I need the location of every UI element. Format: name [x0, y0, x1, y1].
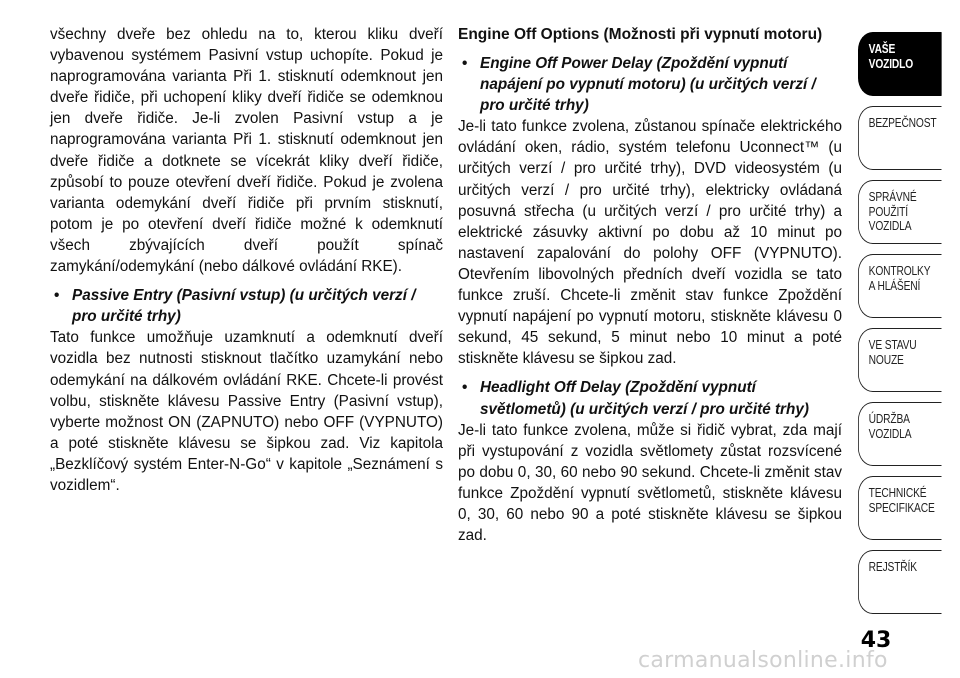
intro-paragraph: všechny dveře bez ohledu na to, kterou kliku dveří vybavenou systémem Pasivní vstup uchopíte. Pokud je naprogramována varianta Při 1. stisknutí odemknout jen dveře řidiče, při uchopení kliky dveří řidiče se odemknou jen dveře řidiče. Je-li zvolen Pasivní vstup a je naprogramována varianta Při 1. stisknutí odemknout jen dveře řidiče a dotknete se vícekrát kliky dveří řidiče, způsobí to pouze otevření dveří řidiče. Pokud je zvolena varianta odemykání dveří řidiče při prvním stisknutí, potom je po otevření dveří řidiče možné k odemknutí všech zbývajících dveří použít spínač zamykání/odemykání (nebo dálkové ovládání RKE). [50, 26, 443, 276]
watermark: carmanualsonline.info [638, 648, 888, 673]
power-delay-body: Je-li tato funkce zvolena, zůstanou spínače elektrického ovládání oken, rádio, systém telefonu Uconnect™ (u určitých verzí / pro určité trhy), DVD videosystém (u určitých verzí / pro určité trhy), elektricky ovládaná posuvná střecha (u určitých verzí / pro určité trhy) a elektrické zásuvky aktivní po dobu až 10 minut po nastavení zapalování do polohy OFF (VYPNUTO). Otevřením libovolných předních dveří vozidla se tato funkce zruší. Chcete-li změnit stav funkce Zpoždění vypnutí napájení po vypnutí motoru, stiskněte klávesu 0 sekund, 45 sekund, 5 minut nebo 10 minut a poté stiskněte klávesu se šipkou zad. [458, 118, 842, 368]
tab-technicke-specifikace[interactable] [858, 476, 942, 540]
chapter-tabs [858, 32, 960, 624]
passive-entry-body: Tato funkce umožňuje uzamknutí a odemknutí dveří vozidla bez nutnosti stisknout tlačítko uzamykání nebo odemykání na dálkovém ovládání RKE. Chcete-li provést volbu, stiskněte klávesu Passive Entry (Pasivní vstup), vyberte možnost ON (ZAPNUTO) nebo OFF (VYPNUTO) a poté stiskněte klávesu se šipkou zad. Viz kapitola „Bezklíčový systém Enter-N-Go“ v kapitole „Seznámení s vozidlem“. [50, 329, 443, 494]
tab-spravne-pouziti[interactable] [858, 180, 942, 244]
tab-kontrolky[interactable] [858, 254, 942, 318]
tab-label: KONTROLKY A HLÁŠENÍ [868, 264, 931, 293]
headlight-delay-bullet-title [458, 377, 842, 419]
passive-entry-bullet-title [50, 285, 443, 327]
tab-rejstrik[interactable] [858, 550, 942, 614]
tab-vase-vozidlo[interactable] [858, 32, 942, 96]
tab-label: ÚDRŽBA VOZIDLA [868, 412, 912, 441]
power-delay-bullet-title [458, 53, 842, 116]
right-column [458, 24, 842, 546]
tab-label: VAŠE VOZIDLO [868, 42, 914, 71]
tab-label: SPRÁVNÉ POUŽITÍ VOZIDLA [868, 190, 917, 233]
bullet-marker: • [462, 379, 468, 397]
left-column [50, 24, 443, 496]
tab-label: TECHNICKÉ SPECIFIKACE [868, 486, 935, 515]
tab-ve-stavu-nouze[interactable] [858, 328, 942, 392]
bullet-marker: • [54, 287, 60, 305]
tab-udrzba[interactable] [858, 402, 942, 466]
bullet-title-text: Headlight Off Delay (Zpoždění vypnutí světlometů) (u určitých verzí / pro určité trhy) [480, 379, 809, 418]
tab-label: BEZPEČNOST [868, 116, 937, 130]
headlight-delay-body: Je-li tato funkce zvolena, může si řidič vybrat, zda mají při vystupování z vozidla světlomety zůstat rozsvícené po dobu 0, 30, 60 nebo 90 sekund. Chcete-li změnit stav funkce Zpoždění vypnutí světlometů, stiskněte klávesu 0, 30, 60 nebo 90 a poté stiskněte klávesu se šipkou zad. [458, 421, 842, 545]
bullet-title-text: Passive Entry (Pasivní vstup) (u určitých verzí / pro určité trhy) [72, 287, 416, 326]
tab-label: VE STAVU NOUZE [868, 338, 917, 367]
tab-bezpecnost[interactable] [858, 106, 942, 170]
page-number: 43 [860, 628, 892, 653]
engine-off-options-heading: Engine Off Options (Možnosti při vypnutí motoru) [458, 26, 823, 43]
bullet-marker: • [462, 55, 468, 72]
bullet-title-text: Engine Off Power Delay (Zpoždění vypnutí napájení po vypnutí motoru) (u určitých verzí / pro určité trhy) [480, 55, 816, 115]
tab-label: REJSTŘÍK [868, 560, 917, 574]
